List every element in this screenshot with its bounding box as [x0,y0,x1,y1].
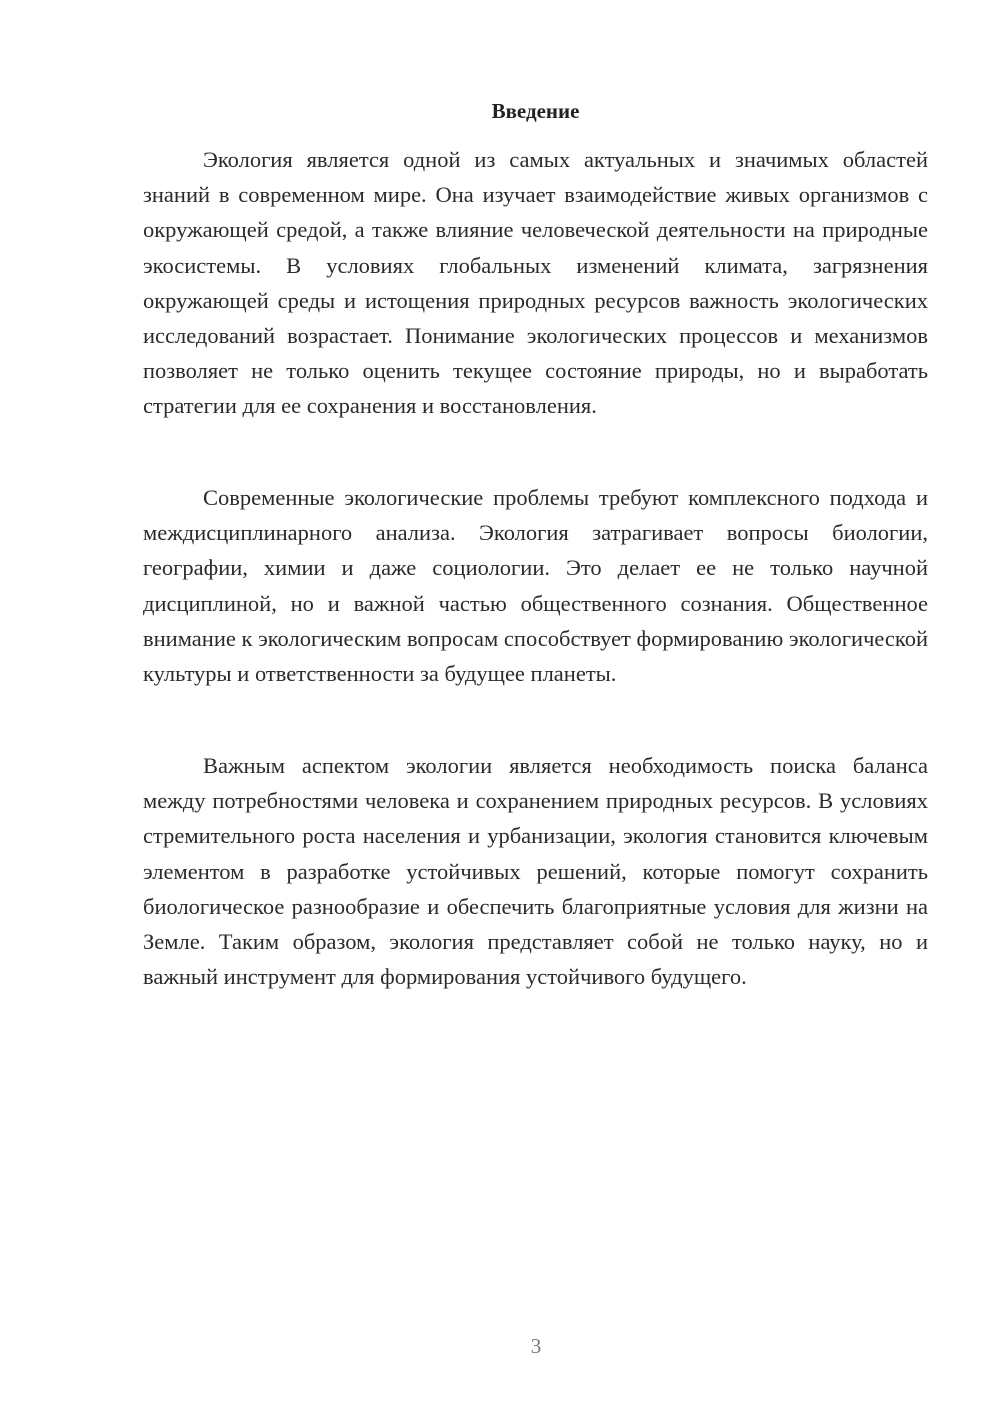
paragraph-2: Современные экологические проблемы требуют комплексного подхода и междисциплинарного анализа. Экология затрагивает вопросы биологии, географии, химии и даже социологии. Это делает ее не только научной дисциплиной, но и важной частью общественного сознания. Общественное внимание к экологическим вопросам способствует формированию экологической культуры и ответственности за будущее планеты. [143,485,928,687]
page-number: 3 [530,1334,542,1358]
section-heading: Введение [491,99,580,123]
paragraph-1: Экология является одной из самых актуальных и значимых областей знаний в современном мире. Она изучает взаимодействие живых организмов с окружающей средой, а также влияние человеческой деятельности на природные экосистемы. В условиях глобальных изменений климата, загрязнения окружающей среды и истощения природных ресурсов важность экологических исследований возрастает. Понимание экологических процессов и механизмов позволяет не только оценить текущее состояние природы, но и выработать стратегии для ее сохранения и восстановления. [143,147,928,419]
paragraph-3: Важным аспектом экологии является необходимость поиска баланса между потребностями человека и сохранением природных ресурсов. В условиях стремительного роста населения и урбанизации, экология становится ключевым элементом в разработке устойчивых решений, которые помогут сохранить биологическое разнообразие и обеспечить благоприятные условия для жизни на Земле. Таким образом, экология представляет собой не только науку, но и важный инструмент для формирования устойчивого будущего. [143,753,928,990]
